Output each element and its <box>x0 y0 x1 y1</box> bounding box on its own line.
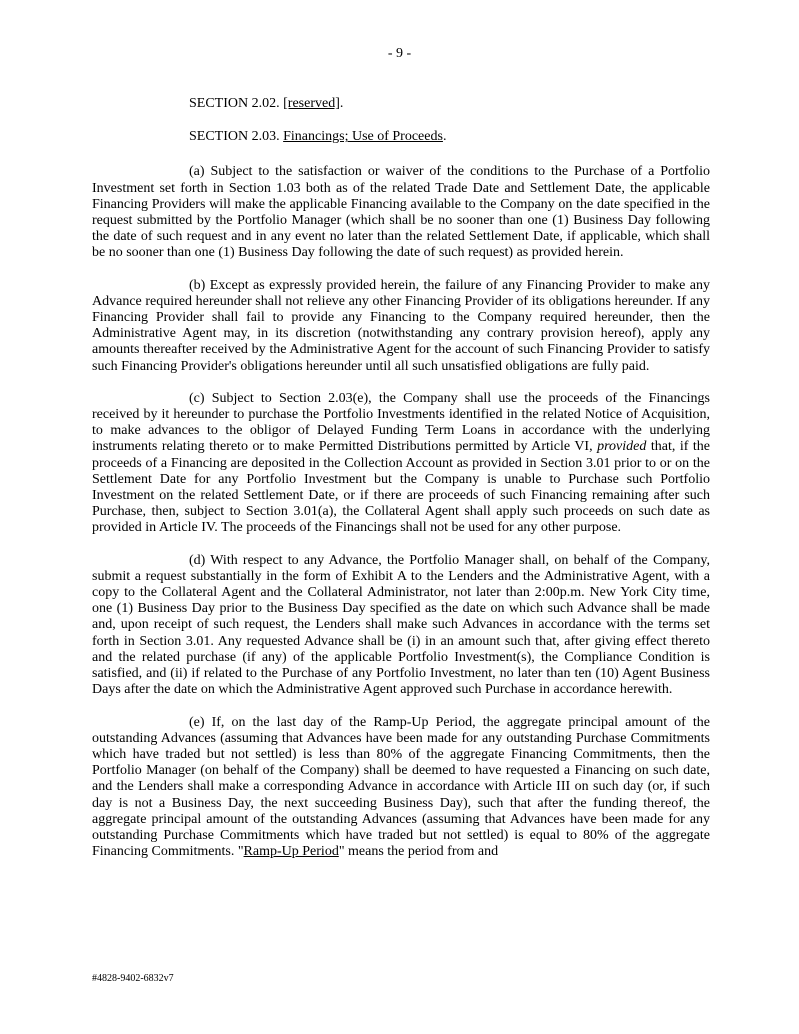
paragraph-c-text-rest: that, if the proceeds of a Financing are deposited in the Collection Account as provided in Section 3.01 prior to or on the Settlement Date for any Portfolio Investment but the Company is unable to Purchase such Portfolio Investment on the related Settlement Date, or if there are proceeds of such Financing remaining after such Purchase, then, subject to Section 3.01(a), the Collateral Agent shall apply such proceeds on such date as provided in Article IV. The proceeds of the Financings shall not be used for any other purpose. <box>92 439 710 536</box>
paragraph-c-text: (c) Subject to Section 2.03(e), the Company shall use the proceeds of the Financings received by it hereunder to purchase the Portfolio Investments identified in the related Notice of Acquisition, to make advances to the obligor of Delayed Funding Term Loans in accordance with the underlying instruments relating thereto or to make Permitted Distributions permitted by Article VI, <box>92 390 710 455</box>
paragraph-a: (a) Subject to the satisfaction or waiver of the conditions to the Purchase of a Portfolio Investment set forth in Section 1.03 both as of the related Trade Date and Settlement Date, the applicable Financing Providers will make the applicable Financing available to the Company on the date specified in the request submitted by the Portfolio Manager (which shall be no sooner than one (1) Business Day following the date of such request and in any event no later than the related Settlement Date, if applicable, which shall be no sooner than one (1) Business Day following the date of such request) as provided herein. <box>92 164 710 261</box>
paragraph-d: (d) With respect to any Advance, the Portfolio Manager shall, on behalf of the Company, submit a request substantially in the form of Exhibit A to the Lenders and the Administrative Agent, with a copy to the Collateral Agent and the Collateral Administrator, not later than 2:00p.m. New York City time, one (1) Business Day prior to the Business Day specified as the date on which such Advance shall be made and, upon receipt of such request, the Lenders shall make such Advances in accordance with the terms set forth in Section 3.01. Any requested Advance shall be (i) in an amount such that, after giving effect thereto and the related purchase (if any) of the applicable Portfolio Investment(s), the Compliance Condition is satisfied, and (ii) if related to the Purchase of any Portfolio Investment, no later than ten (10) Agent Business Days after the date on which the Administrative Agent approved such Purchase in accordance herewith. <box>92 552 710 698</box>
paragraph-e-text-rest: " means the period from and <box>338 844 499 860</box>
document-body <box>92 96 710 876</box>
section-number: SECTION 2.02. <box>189 96 284 111</box>
paragraph-b: (b) Except as expressly provided herein, the failure of any Financing Provider to make any Advance required hereunder shall not relieve any other Financing Provider of its obligations hereunder. If any Financing Provider shall fail to provide any Financing to the Company required hereunder, then the Administrative Agent may, in its discretion (notwithstanding any contrary provision hereof), apply any amounts thereafter received by the Administrative Agent for the account of such Financing Provider to satisfy such Financing Provider's obligations hereunder until all such unsatisfied obligations are fully paid. <box>92 277 710 374</box>
defined-term-ramp-up-period: Ramp-Up Period <box>243 844 339 860</box>
section-suffix: . <box>339 96 344 111</box>
paragraph-c <box>92 391 710 537</box>
page-number: - 9 - <box>387 46 412 61</box>
section-heading-2-02 <box>189 96 710 112</box>
section-suffix: . <box>442 129 447 145</box>
proviso-term: provided <box>597 439 647 455</box>
section-title: Financings; Use of Proceeds <box>283 129 443 145</box>
section-title: [reserved] <box>283 96 340 111</box>
paragraph-e-text: (e) If, on the last day of the Ramp-Up Period, the aggregate principal amount of the outstanding Advances (assuming that Advances have been made for any outstanding Purchase Commitments which have traded but not settled) is less than 80% of the aggregate Financing Commitments, then the Portfolio Manager (on behalf of the Company) shall be deemed to have requested a Financing on such date, and the Lenders shall make a corresponding Advance in accordance with Article III on such day (or, if such day is not a Business Day, the next succeeding Business Day), such that after the funding thereof, the aggregate principal amount of the outstanding Advances (assuming that Advances have been made for any outstanding Purchase Commitments which have traded but not settled) is equal to 80% of the aggregate Financing Commitments. " <box>92 714 710 860</box>
section-heading-2-03 <box>189 129 710 145</box>
paragraph-e <box>92 715 710 861</box>
document-id-footer: #4828-9402-6832v7 <box>92 973 174 984</box>
section-number: SECTION 2.03. <box>189 129 284 145</box>
